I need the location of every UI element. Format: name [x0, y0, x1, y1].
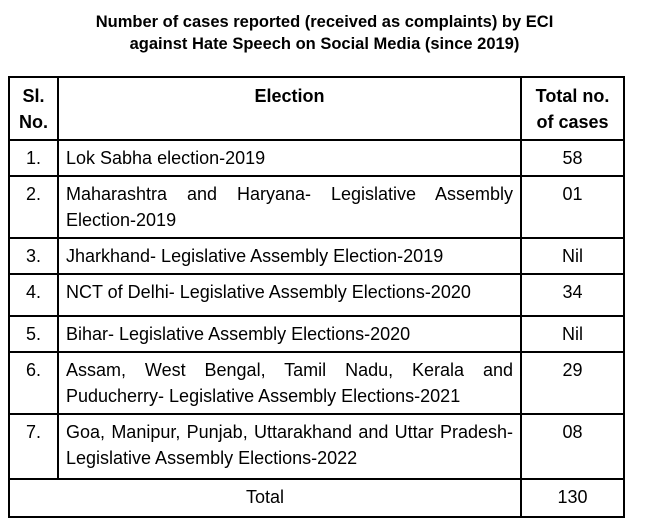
- total-label-cell: Total: [9, 479, 521, 517]
- cases-table: [8, 76, 625, 518]
- table-row: [9, 274, 624, 316]
- table-row: [9, 352, 624, 414]
- election-cell: Jharkhand- Legislative Assembly Election-2019: [58, 238, 521, 274]
- table-row: [9, 176, 624, 238]
- cases-cell: Nil: [521, 316, 624, 352]
- table-row: [9, 316, 624, 352]
- sl-no-cell: 6.: [9, 352, 58, 414]
- table-total-row: [9, 479, 624, 517]
- election-cell: Lok Sabha election-2019: [58, 140, 521, 176]
- sl-no-cell: 4.: [9, 274, 58, 316]
- election-cell: Maharashtra and Haryana- Legislative Assembly Election-2019: [58, 176, 521, 238]
- election-cell: Bihar- Legislative Assembly Elections-2020: [58, 316, 521, 352]
- document-title-line-2: against Hate Speech on Social Media (since 2019): [129, 35, 520, 53]
- col-header-total-cases: Total no. of cases: [521, 77, 624, 140]
- col-header-sl-no: Sl. No.: [9, 77, 58, 140]
- table-row: [9, 140, 624, 176]
- election-cell: NCT of Delhi- Legislative Assembly Elections-2020: [58, 274, 521, 316]
- col-header-election: Election: [58, 77, 521, 140]
- table-row: [9, 238, 624, 274]
- sl-no-cell: 7.: [9, 414, 58, 479]
- election-cell: Assam, West Bengal, Tamil Nadu, Kerala and Puducherry- Legislative Assembly Elections-2021: [58, 352, 521, 414]
- table-row: [9, 414, 624, 479]
- sl-no-cell: 3.: [9, 238, 58, 274]
- sl-no-cell: 1.: [9, 140, 58, 176]
- cases-cell: Nil: [521, 238, 624, 274]
- sl-no-cell: 5.: [9, 316, 58, 352]
- table-header-row: [9, 77, 624, 140]
- document-title-line-1: Number of cases reported (received as complaints) by ECI: [95, 13, 554, 31]
- cases-cell: 34: [521, 274, 624, 316]
- document-title: [0, 0, 649, 55]
- election-cell: Goa, Manipur, Punjab, Uttarakhand and Uttar Pradesh- Legislative Assembly Elections-2022: [58, 414, 521, 479]
- cases-cell: 58: [521, 140, 624, 176]
- cases-cell: 08: [521, 414, 624, 479]
- total-value-cell: 130: [521, 479, 624, 517]
- cases-cell: 01: [521, 176, 624, 238]
- cases-cell: 29: [521, 352, 624, 414]
- sl-no-cell: 2.: [9, 176, 58, 238]
